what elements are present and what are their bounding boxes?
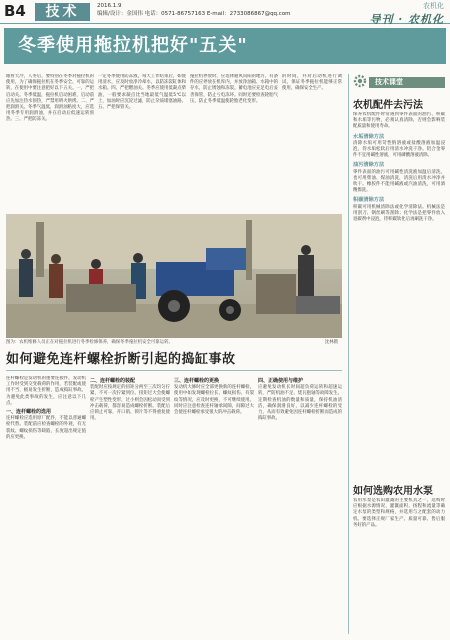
paper-logo-big: 导刊 · 农机化 — [369, 13, 444, 26]
article2-title: 如何避免连杆螺栓折断引起的捣缸事故 — [6, 352, 236, 367]
page-number: B4 — [4, 2, 26, 20]
sidebar-subhead-2: 油污清除方法 — [353, 162, 385, 169]
article2-column-3 — [174, 376, 254, 634]
article2-column-1 — [6, 376, 86, 634]
lead-column-2: 一定冬季使用防冻液，每天工作结束后，如使用清水，应及时放净冷却水，以防冻裂缸体和水箱。四、严把燃油关。冬季应使用低凝点柴油，一般要求凝点比当地最低气温低5℃以上，加油时应沉淀过滤，防止杂质堵塞油路。五、严把保管关。 — [98, 74, 186, 111]
lead-column-4: 的时间，并对启动机进行调试，保证冬季拖拉机能够正常使用，确保安全生产。 — [282, 74, 342, 92]
sidebar-para-4: 农用水泵是农田灌溉的主要机具之一，选购时应根据水源情况、灌溉面积、扬程和流量等确定水泵的类型和规格，并选用与之配套的动力机。要选择正规厂家生产、质量可靠、售后服务好的产品。 — [353, 498, 445, 528]
tractor-workshop-illustration — [6, 214, 342, 338]
article2-subhead-3: 三、连杆螺栓的更换 — [174, 378, 220, 384]
article2-subhead-4: 四、正确使用与维护 — [258, 378, 304, 384]
article2-para-4: 应避免发动机长时间超负荷运转和超速运转，严防机油不足、烧瓦抱轴等故障发生。定期检查机油的数量和质量，保持机油清洁，确保润滑良好，以减少连杆螺栓的受力，从而有效避免因连杆螺栓折断而造成的捣缸事故。 — [258, 385, 342, 422]
sidebar-para-2: 零件表面的油污可用碱性清洗液加温后清洗，也可用柴油、煤油清洗，清洗后用清水冲净并吹干。橡胶件不能用碱液或汽油清洗，可用酒精擦洗。 — [353, 169, 445, 194]
sidebar-title-2: 如何选购农用水泵 — [353, 486, 433, 497]
article2-intro: 连杆螺栓是发动机的重要连接件，发动机工作时受到交变载荷的作用，若装配或使用不当，极易发生折断，造成捣缸事故。为避免此类事故的发生，应注意以下几点。 — [6, 376, 86, 406]
article2-subhead-2: 二、连杆螺栓的装配 — [90, 378, 136, 384]
tech-class-kicker — [353, 74, 445, 90]
sidebar-para-1: 清除水垢可用苛性钠溶液或盐酸溶液加温浸泡，待水垢松软后用清水冲洗干净。铝合金零件不宜用碱性溶液，可用磷酸溶液清除。 — [353, 140, 445, 159]
article2-para-2: 装配时应按规定的扭矩分两至三次均匀拧紧，不可一次拧紧到位。扭矩过大会使螺栓产生塑性变形，过小则会因松动而受到冲击载荷，都容易造成螺栓折断。装配后应锁止可靠，开口销、锁片等不得重复使用。 — [90, 385, 170, 422]
paper-logo — [370, 1, 445, 27]
article2-divider — [6, 370, 342, 371]
paper-logo-small: 农机化 — [423, 2, 444, 10]
sidebar-para-3: 积碳可用机械清除法或化学清除法。机械法是用刮刀、钢丝刷等刮除；化学法是把零件放入退碳剂中浸泡，待积碳软化后再刷洗干净。 — [353, 204, 445, 223]
photo-caption: 图为：农机维修人员正在对拖拉机进行冬季检修保养，确保冬季拖拉机安全可靠运转。 — [6, 340, 173, 345]
sidebar-intro: 保养农机配件时常遇到零件表面的油污、积碳和水垢等污物，必须认真清除，否则会影响装配质量和使用寿命。 — [353, 112, 445, 130]
lead-headline: 冬季使用拖拉机把好"五关" — [18, 35, 248, 56]
article2-column-2 — [90, 376, 170, 634]
kicker-label: 技术课堂 — [369, 77, 445, 88]
masthead — [0, 0, 450, 24]
photo-credit: 沈林摄 — [324, 340, 338, 345]
sidebar-subhead-3: 积碳清除方法 — [353, 197, 385, 204]
lead-headline-banner — [4, 28, 446, 64]
gear-icon — [353, 74, 367, 88]
article2-column-4 — [258, 376, 342, 634]
lead-column-3: 拖拉机停放时，应选择避风向阳的地方，有条件的应停放在机库内，并放净油箱、水箱中的存水，防止锈蚀和冻裂。蓄电池应充足电后妥善保管，防止亏电冻坏。同时还要检查轮胎气压，防止冬季低温使轮胎老化变形。 — [190, 74, 278, 104]
sidebar-title-1: 农机配件去污法 — [353, 100, 423, 111]
publication-meta — [97, 2, 291, 18]
news-photo — [6, 214, 342, 338]
issue-date: 2016.1.9 — [97, 3, 122, 9]
editor-contact: 编辑/设计：金国伟 电话：0571-86757163 E-mail：2733086867@qq.com — [97, 11, 291, 17]
section-label: 技术 — [35, 3, 90, 21]
article2-subhead-1: 一、连杆螺栓的选用 — [6, 409, 52, 416]
article2-para-1: 连杆螺栓应选用原厂配件，不能以普通螺栓代替。装配前应检查螺栓的外观，有无裂纹、螺纹损伤等缺陷，长度超出规定值的应更换。 — [6, 416, 86, 440]
sidebar — [348, 74, 446, 634]
article2-para-3: 发动机大修时应全部更换新的连杆螺栓。使用中如发现螺栓拉长、螺纹损伤、有裂纹等情况，应及时更换，不可继续使用。同时应注意检查连杆轴承间隙，间隙过大会使连杆螺栓承受很大的冲击载荷。 — [174, 385, 254, 416]
sidebar-article-1 — [353, 112, 445, 478]
sidebar-subhead-1: 水垢清除方法 — [353, 133, 385, 140]
lead-column-1: 眼看天冷，人冬后，要特别在冬季对拖拉机的使用，为了确保拖拉机在冬季安全、可靠的运转，在使用中要注意把好以下五关。一、严把启动关。冬季低温，拖拉机启动困难，启动前应先加注热水预热，严禁用明火烘烤。二、严把润滑关。冬季气温低，润滑油粘度大，应选用冬季专用润滑油，并在启动后低速运转预热。三、严把防冻关。 — [6, 74, 94, 123]
